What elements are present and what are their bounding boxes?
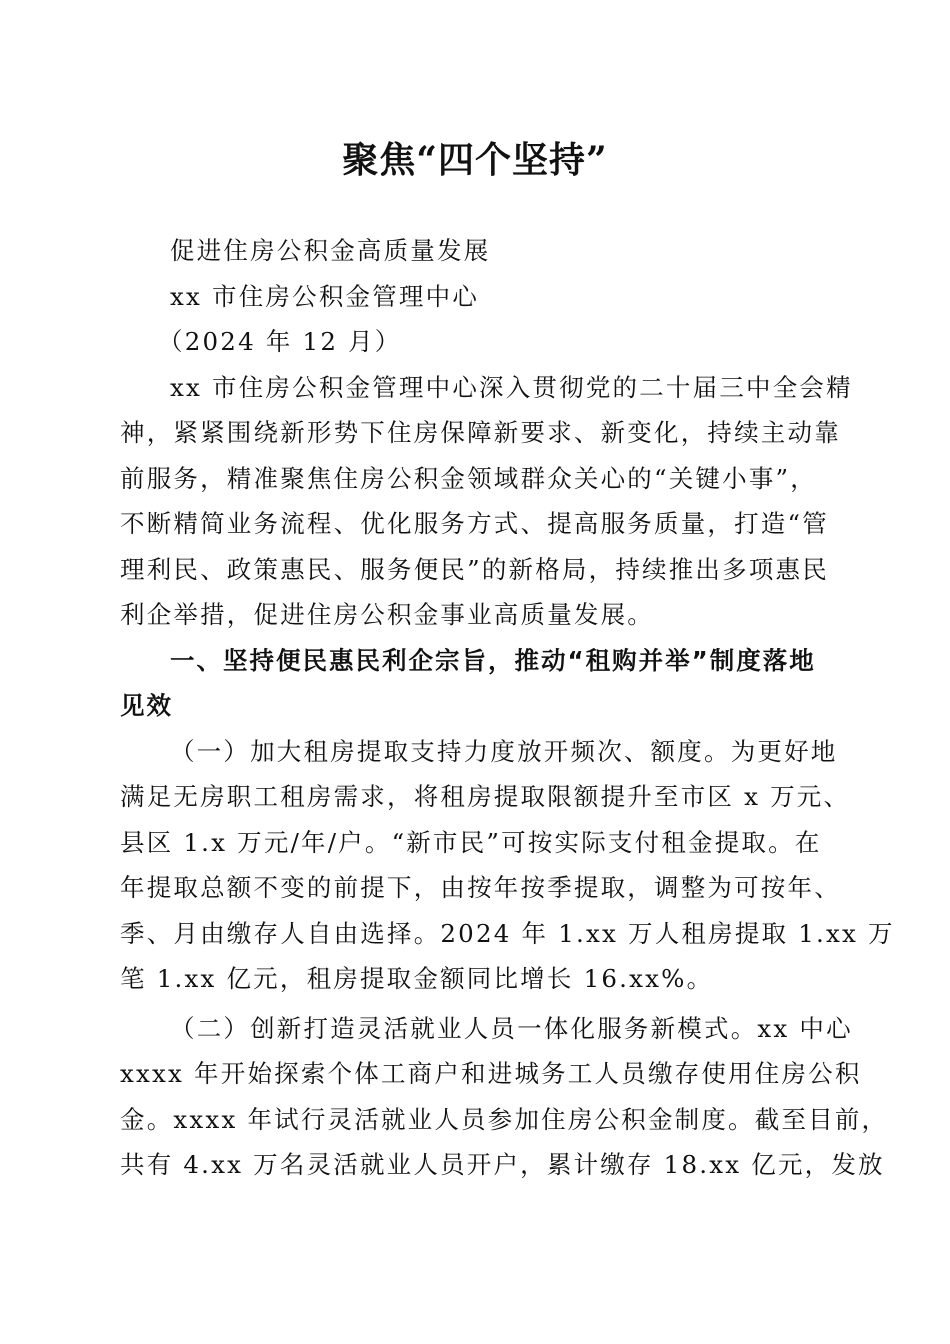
intro-paragraph-line: 利企举措，促进住房公积金事业高质量发展。 — [120, 600, 654, 629]
subsection-2-line: （二）创新打造灵活就业人员一体化服务新模式。xx 中心 — [170, 1013, 853, 1043]
subsection-1-line: 笔 1.xx 亿元，租房提取金额同比增长 16.xx%。 — [120, 964, 714, 993]
author-line: xx 市住房公积金管理中心 — [170, 281, 480, 311]
section-heading-line: 一、坚持便民惠民利企宗旨，推动“租购并举”制度落地 — [170, 645, 816, 675]
intro-paragraph-line: 神，紧紧围绕新形势下住房保障新要求、新变化，持续主动靠 — [120, 418, 841, 447]
subsection-2-line: 金。xxxx 年试行灵活就业人员参加住房公积金制度。截至目前， — [120, 1104, 889, 1134]
subsection-1-line: 县区 1.x 万元/年/户。“新市民”可按实际支付租金提取。在 — [120, 827, 822, 857]
subsection-1-line: 满足无房职工租房需求，将租房提取限额提升至市区 x 万元、 — [120, 782, 851, 811]
document-body — [120, 228, 895, 1188]
section-heading-line: 见效 — [120, 691, 173, 720]
intro-paragraph-line: 不断精简业务流程、优化服务方式、提高服务质量，打造“管 — [120, 509, 829, 538]
subtitle: 促进住房公积金高质量发展 — [170, 236, 491, 265]
subsection-1-line: 年提取总额不变的前提下，由按年按季提取，调整为可按年、 — [120, 873, 841, 902]
subsection-1-line: （一）加大租房提取支持力度放开频次、额度。为更好地 — [170, 736, 838, 766]
date-line: （2024 年 12 月） — [158, 327, 402, 356]
intro-paragraph-line: xx 市住房公积金管理中心深入贯彻党的二十届三中全会精 — [170, 372, 853, 402]
intro-paragraph-line: 前服务，精准聚焦住房公积金领域群众关心的“关键小事”， — [120, 463, 817, 493]
document-title: 聚焦“四个坚持” — [342, 139, 608, 181]
subsection-1-line: 季、月由缴存人自由选择。2024 年 1.xx 万人租房提取 1.xx 万 — [120, 918, 895, 948]
subsection-2-line: xxxx 年开始探索个体工商户和进城务工人员缴存使用住房公积 — [120, 1059, 862, 1088]
subsection-2-line: 共有 4.xx 万名灵活就业人员开户，累计缴存 18.xx 亿元，发放 — [120, 1150, 885, 1179]
intro-paragraph-line: 理利民、政策惠民、服务便民”的新格局，持续推出多项惠民 — [120, 554, 829, 584]
